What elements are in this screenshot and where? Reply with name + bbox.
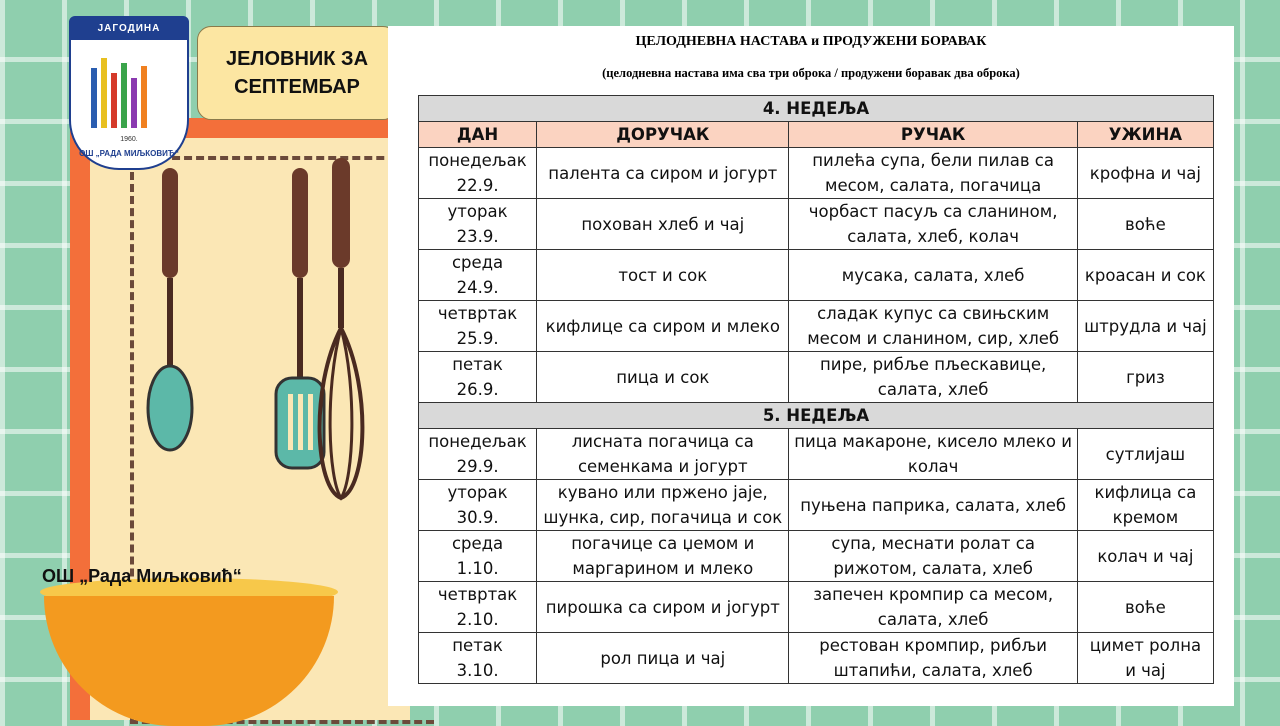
menu-table	[418, 95, 1214, 684]
table-row	[419, 199, 1214, 250]
table-row	[419, 480, 1214, 531]
column-header-row	[419, 122, 1214, 148]
lunch-cell: сладак купус са свињским месом и сланином, сир, хлеб	[789, 301, 1077, 352]
sheet-heading: ЦЕЛОДНЕВНА НАСТАВА и ПРОДУЖЕНИ БОРАВАК	[635, 34, 987, 49]
breakfast-cell: похован хлеб и чај	[537, 199, 789, 250]
column-header: УЖИНА	[1077, 122, 1213, 148]
day-name: четвртак	[437, 304, 518, 323]
menu-sheet	[388, 26, 1234, 706]
day-date: 29.9.	[456, 457, 499, 476]
school-logo	[69, 16, 189, 170]
breakfast-cell: кувано или пржено јаје, шунка, сир, погачица и сок	[537, 480, 789, 531]
day-cell	[419, 429, 537, 480]
snack-cell: воће	[1077, 582, 1213, 633]
day-date: 23.9.	[456, 227, 499, 246]
table-row	[419, 250, 1214, 301]
logo-year: 1960.	[120, 136, 138, 143]
menu-title-box	[197, 26, 397, 120]
day-cell	[419, 352, 537, 403]
lunch-cell: пилећа супа, бели пилав са месом, салата, погачица	[789, 148, 1077, 199]
day-name: понедељак	[428, 151, 527, 170]
lunch-cell: запечен кромпир са месом, салата, хлеб	[789, 582, 1077, 633]
breakfast-cell: палента са сиром и јогурт	[537, 148, 789, 199]
table-row	[419, 352, 1214, 403]
day-date: 30.9.	[456, 508, 499, 527]
snack-cell: кроасан и сок	[1077, 250, 1213, 301]
week-row	[419, 96, 1214, 122]
day-date: 26.9.	[456, 380, 499, 399]
day-cell	[419, 531, 537, 582]
lunch-cell: пуњена паприка, салата, хлеб	[789, 480, 1077, 531]
snack-cell: воће	[1077, 199, 1213, 250]
snack-cell: сутлијаш	[1077, 429, 1213, 480]
day-name: уторак	[447, 202, 508, 221]
breakfast-cell: лисната погачица са семенкама и јогурт	[537, 429, 789, 480]
table-row	[419, 633, 1214, 684]
day-cell	[419, 633, 537, 684]
sheet-subheading: (целодневна настава има сва три оброка / продужени боравак два оброка)	[602, 66, 1020, 80]
day-cell	[419, 148, 537, 199]
day-name: среда	[451, 534, 504, 553]
day-name: петак	[452, 636, 503, 655]
week-label: 4. НЕДЕЉА	[419, 96, 1214, 122]
day-name: четвртак	[437, 585, 518, 604]
column-header: ДОРУЧАК	[537, 122, 789, 148]
day-date: 2.10.	[456, 610, 499, 629]
kitchen-illustration	[70, 118, 410, 720]
school-name-label: ОШ „Рада Миљковић“	[42, 566, 242, 586]
week-label: 5. НЕДЕЉА	[419, 403, 1214, 429]
day-name: среда	[451, 253, 504, 272]
table-row	[419, 148, 1214, 199]
snack-cell: кифлица са кремом	[1077, 480, 1213, 531]
day-cell	[419, 199, 537, 250]
day-cell	[419, 480, 537, 531]
breakfast-cell: кифлице са сиром и млеко	[537, 301, 789, 352]
menu-title-line2: СЕПТЕМБАР	[234, 76, 360, 98]
column-header: ДАН	[419, 122, 537, 148]
logo-school-text: ОШ „РАДА МИЉКОВИЋ“	[79, 149, 179, 158]
lunch-cell: пица макароне, кисело млеко и колач	[789, 429, 1077, 480]
breakfast-cell: погачице са џемом и маргарином и млеко	[537, 531, 789, 582]
menu-title-line1: ЈЕЛОВНИК ЗА	[225, 48, 369, 70]
day-date: 22.9.	[456, 176, 499, 195]
lunch-cell: чорбаст пасуљ са сланином, салата, хлеб, колач	[789, 199, 1077, 250]
breakfast-cell: пирошка са сиром и јогурт	[537, 582, 789, 633]
day-date: 25.9.	[456, 329, 499, 348]
column-header: РУЧАК	[789, 122, 1077, 148]
snack-cell: цимет ролна и чај	[1077, 633, 1213, 684]
day-date: 3.10.	[456, 661, 499, 680]
breakfast-cell: рол пица и чај	[537, 633, 789, 684]
day-name: уторак	[447, 483, 508, 502]
lunch-cell: пире, рибље пљескавице, салата, хлеб	[789, 352, 1077, 403]
breakfast-cell: пица и сок	[537, 352, 789, 403]
table-row	[419, 301, 1214, 352]
breakfast-cell: тост и сок	[537, 250, 789, 301]
day-cell	[419, 301, 537, 352]
table-row	[419, 429, 1214, 480]
snack-cell: крофна и чај	[1077, 148, 1213, 199]
table-row	[419, 582, 1214, 633]
lunch-cell: рестован кромпир, рибљи штапићи, салата, хлеб	[789, 633, 1077, 684]
day-name: понедељак	[428, 432, 527, 451]
snack-cell: колач и чај	[1077, 531, 1213, 582]
day-name: петак	[452, 355, 503, 374]
snack-cell: штрудла и чај	[1077, 301, 1213, 352]
day-cell	[419, 250, 537, 301]
table-row	[419, 531, 1214, 582]
snack-cell: гриз	[1077, 352, 1213, 403]
week-row	[419, 403, 1214, 429]
day-date: 24.9.	[456, 278, 499, 297]
day-cell	[419, 582, 537, 633]
lunch-cell: супа, меснати ролат са рижотом, салата, хлеб	[789, 531, 1077, 582]
pencils-icon	[91, 48, 151, 128]
logo-city-text: ЈАГОДИНА	[71, 18, 187, 40]
lunch-cell: мусака, салата, хлеб	[789, 250, 1077, 301]
day-date: 1.10.	[456, 559, 499, 578]
